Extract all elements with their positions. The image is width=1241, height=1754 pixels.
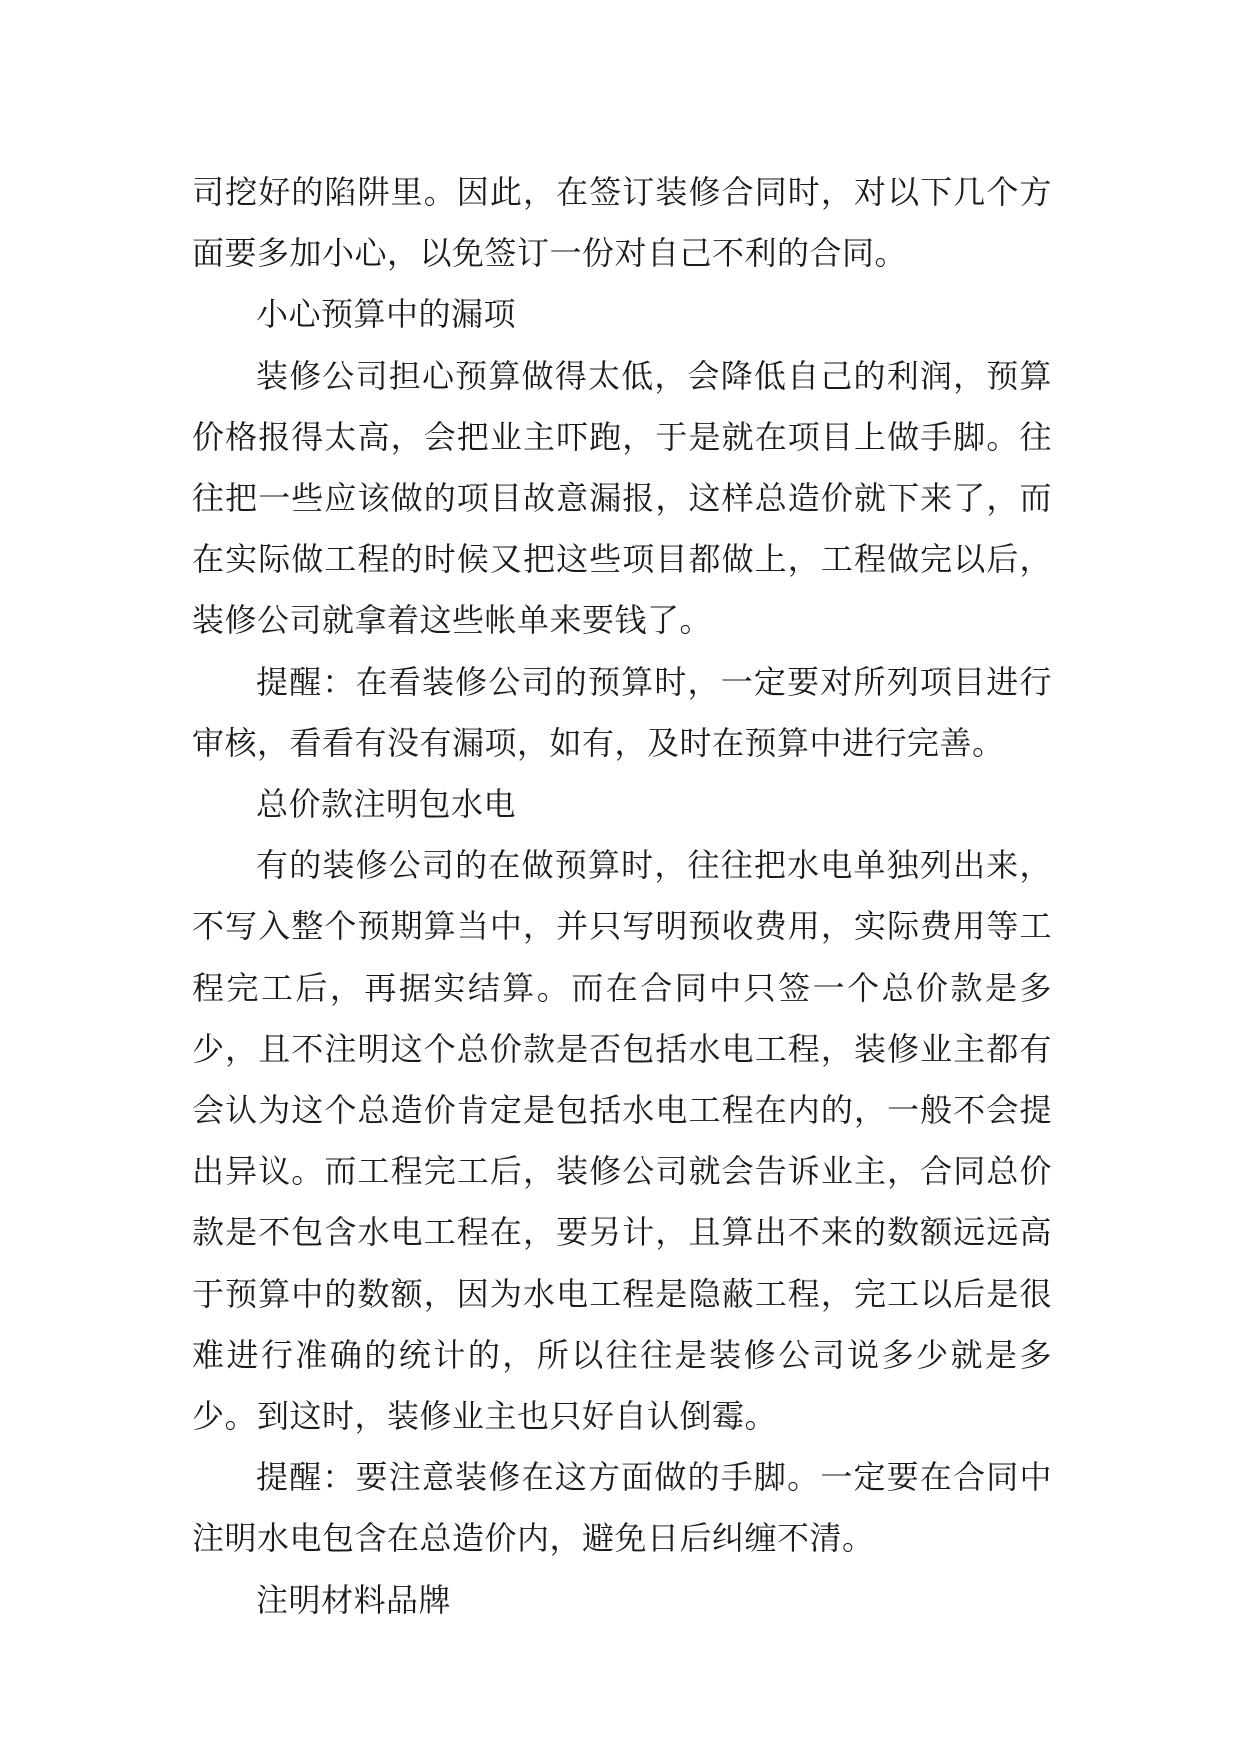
paragraph-intro-continuation: 司挖好的陷阱里。因此，在签订装修合同时，对以下几个方面要多加小心，以免签订一份对自己不利的合同。 — [192, 173, 1052, 273]
paragraph-utilities-included: 有的装修公司的在做预算时，往往把水电单独列出来，不写入整个预期算当中，并只写明预收费用，实际费用等工程完工后，再据实结算。而在合同中只签一个总价款是多少，且不注明这个总价款是否包括水电工程，装修业主都有会认为这个总造价肯定是包括水电工程在内的，一般不会提出异议。而工程完工后，装修公司就会告诉业主，合同总价款是不包含水电工程在，要另计，且算出不来的数额远远高于预算中的数额，因为水电工程是隐蔽工程，完工以后是很难进行准确的统计的，所以往往是装修公司说多少就是多少。到这时，装修业主也只好自认倒霉。 — [192, 846, 1052, 1436]
section-heading-utilities-included: 总价款注明包水电 — [256, 785, 517, 824]
section-heading-budget-omissions: 小心预算中的漏项 — [256, 295, 517, 334]
document-body — [192, 162, 1052, 1631]
section-heading-material-brands: 注明材料品牌 — [256, 1580, 452, 1619]
paragraph-budget-omissions: 装修公司担心预算做得太低，会降低自己的利润，预算价格报得太高，会把业主吓跑，于是就在项目上做手脚。往往把一些应该做的项目故意漏报，这样总造价就下来了，而在实际做工程的时候又把这些项目都做上，工程做完以后，装修公司就拿着这些帐单来要钱了。 — [192, 356, 1052, 640]
paragraph-reminder-utilities: 提醒：要注意装修在这方面做的手脚。一定要在合同中注明水电包含在总造价内，避免日后纠缠不清。 — [192, 1458, 1052, 1558]
paragraph-reminder-budget: 提醒：在看装修公司的预算时，一定要对所列项目进行审核，看看有没有漏项，如有，及时在预算中进行完善。 — [192, 662, 1052, 762]
